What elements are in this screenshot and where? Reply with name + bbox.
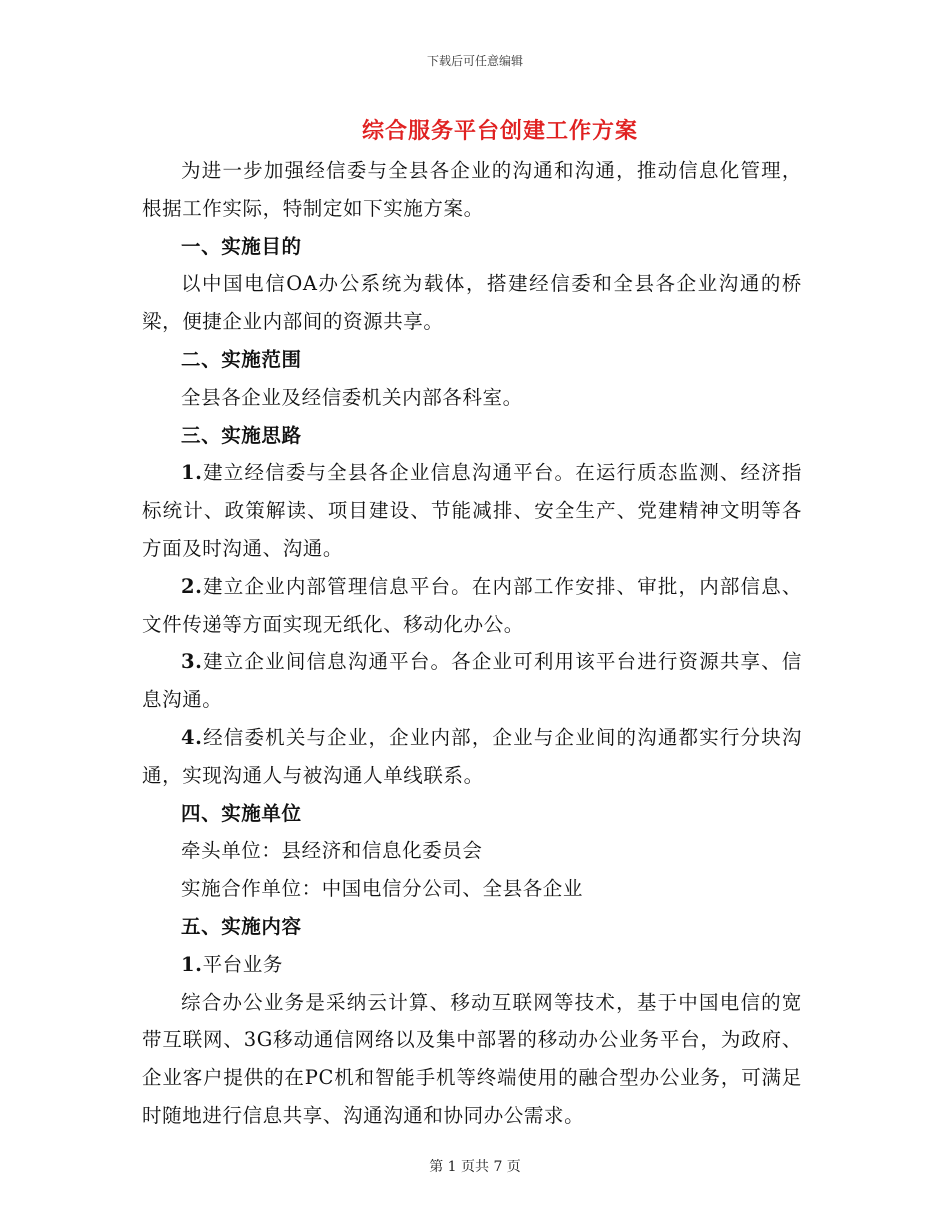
page-number-footer: 第 1 页共 7 页 <box>429 1159 521 1175</box>
approach-item <box>142 454 802 567</box>
section-heading-purpose: 一、实施目的 <box>181 234 302 258</box>
section-heading-content: 五、实施内容 <box>181 914 302 938</box>
approach-item-text: 建立企业内部管理信息平台。在内部工作安排、审批，内部信息、文件传递等方面实现无纸化、移动化办公。 <box>142 574 802 636</box>
section-heading-scope: 二、实施范围 <box>181 347 302 371</box>
page-header-note: 下载后可任意编辑 <box>426 54 523 68</box>
approach-item <box>142 719 802 795</box>
content-sub-item <box>142 946 802 984</box>
approach-item-number: 2. <box>181 574 203 598</box>
document-body <box>142 152 802 1135</box>
approach-item <box>142 568 802 644</box>
purpose-paragraph: 以中国电信OA办公系统为载体，搭建经信委和全县各企业沟通的桥梁，便捷企业内部间的资源共享。 <box>142 272 802 334</box>
content-paragraph: 综合办公业务是采纳云计算、移动互联网等技术，基于中国电信的宽带互联网、3G移动通信网络以及集中部署的移动办公业务平台，为政府、企业客户提供的在PC机和智能手机等终端使用的融合型办公业务，可满足时随地进行信息共享、沟通沟通和协同办公需求。 <box>142 990 802 1127</box>
section-heading-units: 四、实施单位 <box>181 801 302 825</box>
content-sub-item-text: 平台业务 <box>202 952 283 976</box>
approach-item <box>142 643 802 719</box>
content-sub-item-number: 1. <box>181 952 203 976</box>
approach-item-text: 经信委机关与企业，企业内部，企业与企业间的沟通都实行分块沟通，实现沟通人与被沟通人单线联系。 <box>142 725 802 787</box>
scope-paragraph: 全县各企业及经信委机关内部各科室。 <box>181 385 523 409</box>
lead-unit-line: 牵头单位：县经济和信息化委员会 <box>181 839 483 863</box>
approach-item-number: 3. <box>181 650 203 674</box>
approach-item-number: 4. <box>181 725 203 749</box>
intro-paragraph: 为进一步加强经信委与全县各企业的沟通和沟通，推动信息化管理，根据工作实际，特制定如下实施方案。 <box>142 159 802 220</box>
approach-item-text: 建立企业间信息沟通平台。各企业可利用该平台进行资源共享、信息沟通。 <box>142 650 802 712</box>
approach-item-text: 建立经信委与全县各企业信息沟通平台。在运行质态监测、经济指标统计、政策解读、项目建设、节能减排、安全生产、党建精神文明等各方面及时沟通、沟通。 <box>142 461 802 560</box>
approach-item-number: 1. <box>181 461 203 485</box>
section-heading-approach: 三、实施思路 <box>181 423 302 447</box>
document-title: 综合服务平台创建工作方案 <box>361 118 638 144</box>
partner-unit-line: 实施合作单位：中国电信分公司、全县各企业 <box>181 877 584 901</box>
